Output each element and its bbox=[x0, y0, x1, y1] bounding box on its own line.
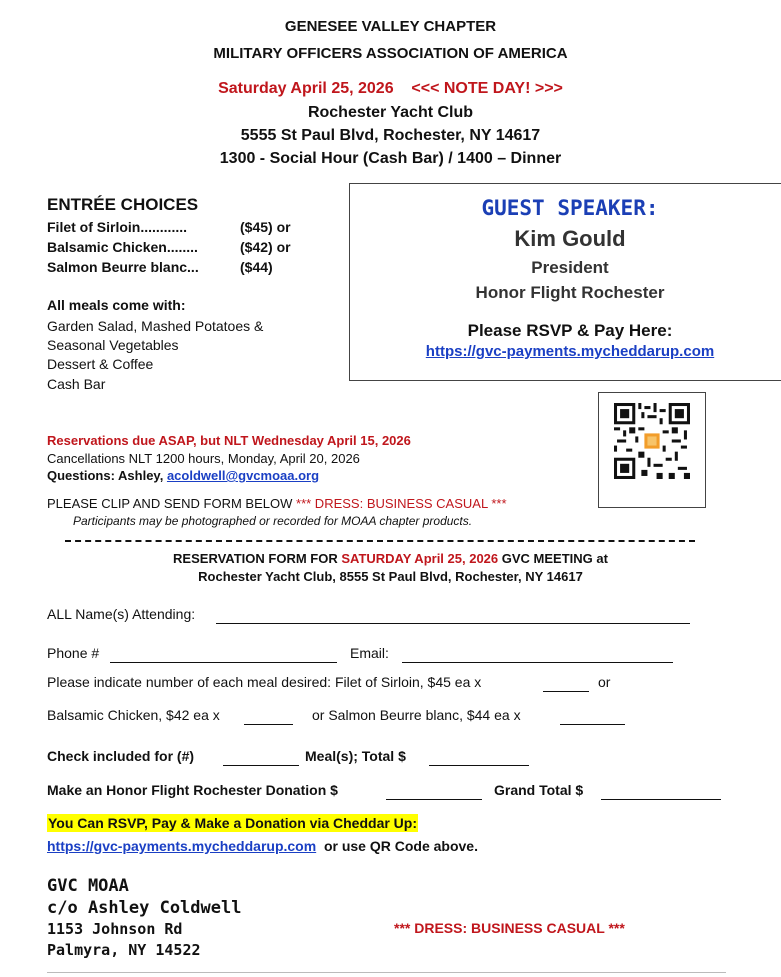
photo-note: Participants may be photographed or recorded for MOAA chapter products. bbox=[73, 514, 473, 528]
speaker-org: Honor Flight Rochester bbox=[475, 283, 665, 302]
donation-label: Make an Honor Flight Rochester Donation $ bbox=[47, 782, 338, 798]
meal-line: Dessert & Coffee bbox=[47, 356, 154, 372]
meals-title: All meals come with: bbox=[47, 297, 186, 313]
entree-price: ($45) or bbox=[240, 219, 291, 235]
form-title bbox=[0, 551, 781, 566]
check-count-field[interactable] bbox=[223, 751, 299, 766]
salmon-qty-field[interactable] bbox=[560, 710, 625, 725]
association-name: MILITARY OFFICERS ASSOCIATION OF AMERICA bbox=[213, 45, 568, 62]
event-date-line bbox=[0, 80, 781, 98]
entree-name: Salmon Beurre blanc... bbox=[47, 259, 199, 275]
email-label: Email: bbox=[350, 645, 389, 661]
names-label: ALL Name(s) Attending: bbox=[47, 606, 196, 622]
speaker-title: President bbox=[531, 258, 609, 277]
meal-line: Cash Bar bbox=[47, 376, 106, 392]
mailing-line1: GVC MOAA bbox=[47, 876, 129, 896]
chicken-qty-field[interactable] bbox=[244, 710, 293, 725]
phone-label: Phone # bbox=[47, 645, 100, 661]
cheddar-highlight: You Can RSVP, Pay & Make a Donation via Cheddar Up: bbox=[48, 815, 418, 831]
entree-title: ENTRÉE CHOICES bbox=[47, 195, 199, 214]
questions-email-link[interactable]: acoldwell@gvcmoaa.org bbox=[166, 468, 320, 483]
speaker-label: GUEST SPEAKER: bbox=[481, 196, 659, 220]
form-title-line2: Rochester Yacht Club, 8555 St Paul Blvd, Rochester, NY 14617 bbox=[198, 569, 583, 584]
venue: Rochester Yacht Club bbox=[307, 104, 474, 121]
entree-name: Balsamic Chicken........ bbox=[47, 239, 198, 255]
entree-item bbox=[47, 259, 199, 275]
donation-field[interactable] bbox=[386, 785, 482, 800]
event-date: Saturday April 25, 2026 bbox=[218, 80, 394, 97]
venue-address: 5555 St Paul Blvd, Rochester, NY 14617 bbox=[240, 127, 541, 144]
entree-name: Filet of Sirloin............ bbox=[47, 219, 188, 235]
meals-total-label: Meal(s); Total $ bbox=[305, 748, 406, 764]
chapter-name: GENESEE VALLEY CHAPTER bbox=[284, 18, 497, 35]
form-title-a: RESERVATION FORM FOR bbox=[173, 551, 342, 566]
clip-line bbox=[47, 496, 507, 511]
meal-line-2: Balsamic Chicken, $42 ea x bbox=[47, 707, 220, 723]
schedule: 1300 - Social Hour (Cash Bar) / 1400 – Dinner bbox=[219, 150, 562, 167]
meals-total-field[interactable] bbox=[429, 751, 529, 766]
entree-item bbox=[47, 219, 187, 235]
email-field[interactable] bbox=[402, 648, 673, 663]
dress-code: *** DRESS: BUSINESS CASUAL *** bbox=[296, 496, 507, 511]
mailing-line4: Palmyra, NY 14522 bbox=[47, 941, 201, 959]
questions-line bbox=[47, 468, 319, 483]
questions-label: Questions: Ashley, bbox=[47, 468, 164, 483]
meal-line-2b: or Salmon Beurre blanc, $44 ea x bbox=[312, 707, 521, 723]
cheddar-after: or use QR Code above. bbox=[323, 838, 478, 854]
meal-line-1: Please indicate number of each meal desired: Filet of Sirloin, $45 ea x bbox=[47, 674, 482, 690]
grand-total-label: Grand Total $ bbox=[494, 782, 584, 798]
cheddar-link[interactable]: https://gvc-payments.mycheddarup.com bbox=[47, 838, 317, 854]
form-title-date: SATURDAY April 25, 2026 bbox=[341, 551, 499, 566]
meal-line: Seasonal Vegetables bbox=[47, 337, 179, 353]
phone-field[interactable] bbox=[110, 648, 337, 663]
note-day: <<< NOTE DAY! >>> bbox=[411, 80, 563, 97]
cut-line bbox=[65, 540, 695, 542]
form-title-c: GVC MEETING at bbox=[498, 551, 608, 566]
filet-qty-field[interactable] bbox=[543, 677, 589, 692]
bottom-rule bbox=[47, 972, 726, 973]
reservations-due: Reservations due ASAP, but NLT Wednesday April 15, 2026 bbox=[47, 433, 411, 448]
meal-or-1: or bbox=[598, 674, 611, 690]
cheddar-line bbox=[47, 838, 478, 854]
entree-price: ($44) bbox=[240, 259, 273, 275]
names-field[interactable] bbox=[216, 609, 690, 624]
grand-total-field[interactable] bbox=[601, 785, 721, 800]
check-label: Check included for (#) bbox=[47, 748, 195, 764]
dress-code-bottom: *** DRESS: BUSINESS CASUAL *** bbox=[394, 920, 625, 936]
entree-price: ($42) or bbox=[240, 239, 291, 255]
entree-item bbox=[47, 239, 198, 255]
qr-code-icon[interactable] bbox=[614, 403, 690, 479]
mailing-line2: c/o Ashley Coldwell bbox=[47, 898, 242, 918]
rsvp-heading: Please RSVP & Pay Here: bbox=[467, 321, 673, 340]
rsvp-link[interactable]: https://gvc-payments.mycheddarup.com bbox=[425, 343, 715, 360]
cancellations: Cancellations NLT 1200 hours, Monday, April 20, 2026 bbox=[47, 451, 360, 466]
clip-text: PLEASE CLIP AND SEND FORM BELOW bbox=[47, 496, 293, 511]
mailing-line3: 1153 Johnson Rd bbox=[47, 920, 183, 938]
meal-line: Garden Salad, Mashed Potatoes & bbox=[47, 318, 264, 334]
speaker-name: Kim Gould bbox=[514, 226, 626, 251]
